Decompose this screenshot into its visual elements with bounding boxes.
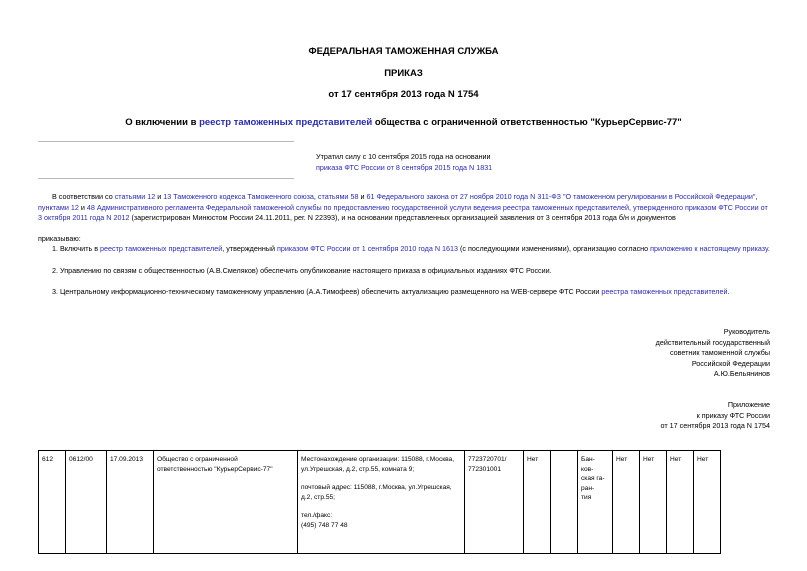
order-item-2: 2. Управлению по связям с общественностью (А.В.Смеляков) обеспечить опубликование настоящего приказа в официальных изданиях ФТС России. [52,265,552,275]
repeal-note [316,152,492,173]
item-text: 3. Центральному информационно-техническому таможенному управлению (А.А.Тимофеев) обеспечить актуализацию размещенного на WEB-сервере ФТС России [52,287,602,296]
address-line: почтовый адрес: 115088, г.Москва, ул.Угрешская, [301,484,452,491]
preamble-link-311fz[interactable]: 61 Федерального закона от 27 ноября 2010 года N 311-ФЗ "О таможенном регулировании в Российской Федерации" [366,192,756,201]
preamble-text: , [755,192,758,201]
title-suffix: общества с ограниченной ответственностью "КурьерСервис-77" [372,117,682,128]
preamble-link-tk[interactable]: 13 Таможенного кодекса Таможенного союза [163,192,314,201]
signature-line: действительный государственный [655,337,770,347]
address-line: Местонахождение организации: 115088, г.Москва, [301,456,455,463]
guarantee-line: ков- [581,465,594,473]
item-text: (с последующими изменениями), организацию согласно [458,244,651,253]
item1-appendix-link[interactable]: приложению к настоящему приказу [650,244,768,253]
item1-order-link[interactable]: приказом ФТС России от 1 сентября 2010 года N 1613 [276,244,459,253]
inn-value: 7723720701/ [468,456,507,463]
guarantee-line: ская га- [581,475,605,482]
preamble-paragraph [38,192,773,224]
item3-registry-link[interactable]: реестра таможенных представителей [601,287,728,296]
preamble-text: и [155,192,164,201]
org-name-line: ответственностью "КурьерСервис-77" [157,465,273,473]
preamble-text: и [78,202,87,212]
signature-block [656,327,770,380]
preamble-text: , [313,192,318,201]
preamble-link-p12[interactable]: пунктами 12 [38,202,79,212]
repeal-note-link[interactable]: приказа ФТС России от 8 сентября 2015 года N 1831 [316,162,493,172]
preamble-link-reglament[interactable]: 48 Административного регламента Федеральной таможенной службы по предоставлению государственной услуги ведения реестра таможенных представителей, утвержденного приказом ФТС России от 3 октября 2011 года N 2012 [38,202,768,222]
cell-flag-1: Нет [524,451,551,554]
order-word: приказываю: [38,234,81,243]
cell-inn-kpp [465,451,524,554]
cell-org-name [154,451,298,554]
signature-name: А.Ю.Бельянинов [713,369,770,378]
item-text: . [767,244,770,253]
cell-date: 17.09.2013 [107,451,154,554]
order-item-3 [52,287,773,298]
preamble-text: (зарегистрирован Минюстом России 24.11.2011, рег. N 22393), и на основании представленных организацией заявления от 3 сентября 2013 года б/н и документов [129,213,676,222]
divider-top [38,141,294,142]
appendix-line: к приказу ФТС России [696,410,770,420]
repeal-note-text: Утратил силу с 10 сентября 2015 года на основании [316,152,491,161]
title-prefix: О включении в [125,117,200,128]
order-items [38,244,773,309]
date-number-heading: от 17 сентября 2013 года N 1754 [328,89,479,100]
guarantee-line: Бан- [581,456,595,463]
item1-registry-link[interactable]: реестр таможенных представителей [100,244,223,253]
phone-label: тел./факс: [301,512,333,519]
cell-address [298,451,465,554]
guarantee-line: тия [581,494,592,501]
address-line: д.2, стр.55; [301,493,335,501]
preamble-text: В соответствии со [52,192,115,201]
document-title [0,117,807,128]
signature-line: Руководитель [723,327,770,336]
cell-flag-4: Нет [667,451,694,554]
title-registry-link[interactable]: реестр таможенных представителей [199,117,373,128]
cell-empty [551,451,578,554]
appendix-line: от 17 сентября 2013 года N 1754 [660,421,770,430]
preamble-link-art12[interactable]: статьями 12 [114,192,156,201]
preamble-text: и [358,192,367,201]
phone-value: (495) 748 77 48 [301,521,348,529]
cell-guarantee [578,451,613,554]
cell-flag-2: Нет [613,451,640,554]
cell-flag-5: Нет [694,451,721,554]
org-name-line: Общество с ограниченной [157,456,238,463]
doc-type-heading: ПРИКАЗ [384,68,423,79]
guarantee-line: ран- [581,484,595,492]
cell-num: 612 [39,451,66,554]
appendix-line: Приложение [727,400,770,409]
item-text: . [727,287,730,296]
cell-flag-3: Нет [640,451,667,554]
cell-reg-no: 0612/00 [66,451,107,554]
kpp-value: 772301001 [468,465,502,473]
signature-line: советник таможенной службы [669,348,770,357]
registry-table [38,450,721,554]
item-text: , утвержденный [222,244,277,253]
item-text: 1. Включить в [52,244,101,253]
divider-bottom [38,178,294,179]
preamble-link-art58[interactable]: статьями 58 [317,192,359,201]
table-row [39,451,721,554]
org-heading: ФЕДЕРАЛЬНАЯ ТАМОЖЕННАЯ СЛУЖБА [308,46,499,57]
appendix-block [661,400,770,432]
address-line: ул.Угрешская, д.2, стр.55, комната 9; [301,465,415,473]
order-item-1 [52,244,773,255]
signature-line: Российской Федерации [691,358,770,368]
